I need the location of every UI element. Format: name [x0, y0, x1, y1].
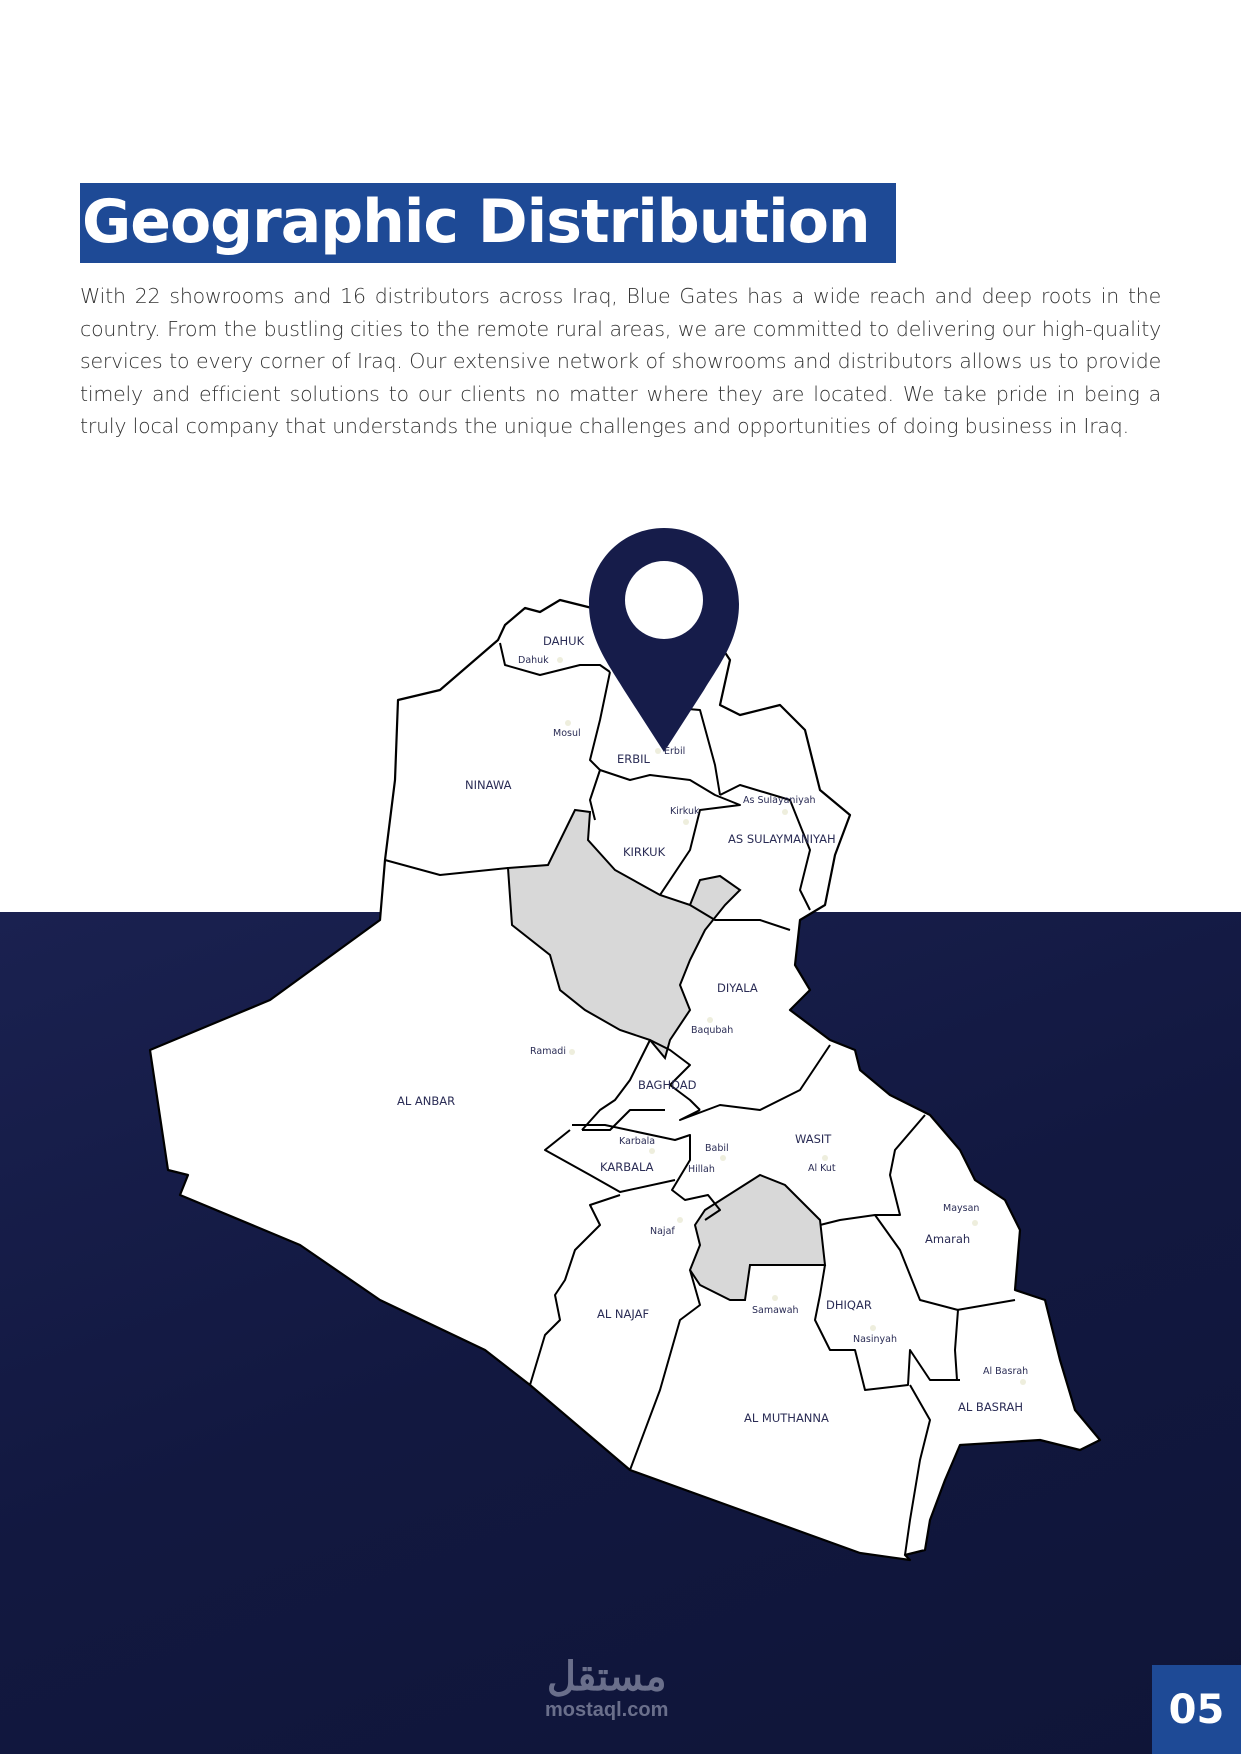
- province-label: BAGHDAD: [638, 1078, 697, 1092]
- city-label: Babil: [705, 1143, 729, 1154]
- city-label: Samawah: [752, 1305, 799, 1316]
- city-label: Ramadi: [530, 1046, 566, 1057]
- watermark-arabic: مستقل: [546, 1655, 667, 1699]
- city-label: Najaf: [650, 1226, 675, 1237]
- city-label: Mosul: [553, 728, 581, 739]
- city-label: Al Kut: [808, 1163, 836, 1174]
- province-label: DAHUK: [543, 634, 585, 648]
- province-label: AL NAJAF: [597, 1307, 650, 1321]
- city-label: Kirkuk: [670, 806, 700, 817]
- page-title: Geographic Distribution: [82, 187, 870, 257]
- mostaql-watermark: [545, 1655, 668, 1722]
- province-label: AL MUTHANNA: [744, 1411, 829, 1425]
- city-label: Hillah: [688, 1164, 715, 1175]
- city-label: Nasinyah: [853, 1334, 898, 1345]
- city-label: Al Basrah: [983, 1366, 1029, 1377]
- iraq-outline: [150, 600, 1100, 1560]
- watermark-latin: mostaql.com: [545, 1699, 669, 1721]
- province-label: KARBALA: [600, 1160, 654, 1174]
- city-label: Erbil: [664, 746, 686, 757]
- city-label: Maysan: [943, 1203, 980, 1214]
- province-label: DIYALA: [717, 981, 758, 995]
- province-label: ERBIL: [617, 752, 650, 766]
- province-label: AS SULAYMANIYAH: [728, 832, 836, 846]
- province-label: AL ANBAR: [397, 1094, 456, 1108]
- intro-paragraph: With 22 showrooms and 16 distributors across Iraq, Blue Gates has a wide reach and deep roots in the country. From the bustling cities to the remote rural areas, we are committed to delivering our high-quality services to every corner of Iraq. Our extensive network of showrooms and distributors allows us to provide timely and efficient solutions to our clients no matter where they are located. We take pride in being a truly local company that understands the unique challenges and opportunities of doing business in Iraq.: [80, 284, 1161, 438]
- city-label: Amarah: [925, 1232, 971, 1246]
- city-label: Baqubah: [691, 1025, 734, 1036]
- province-label: KIRKUK: [623, 845, 666, 859]
- city-label: Dahuk: [518, 655, 549, 666]
- province-label: NINAWA: [465, 778, 512, 792]
- city-label: As Sulayaniyah: [743, 795, 816, 806]
- province-label: WASIT: [795, 1132, 832, 1146]
- province-label: DHIQAR: [826, 1298, 872, 1312]
- province-label: AL BASRAH: [958, 1400, 1024, 1414]
- city-label: Karbala: [619, 1136, 656, 1147]
- page-number: 05: [1152, 1665, 1241, 1754]
